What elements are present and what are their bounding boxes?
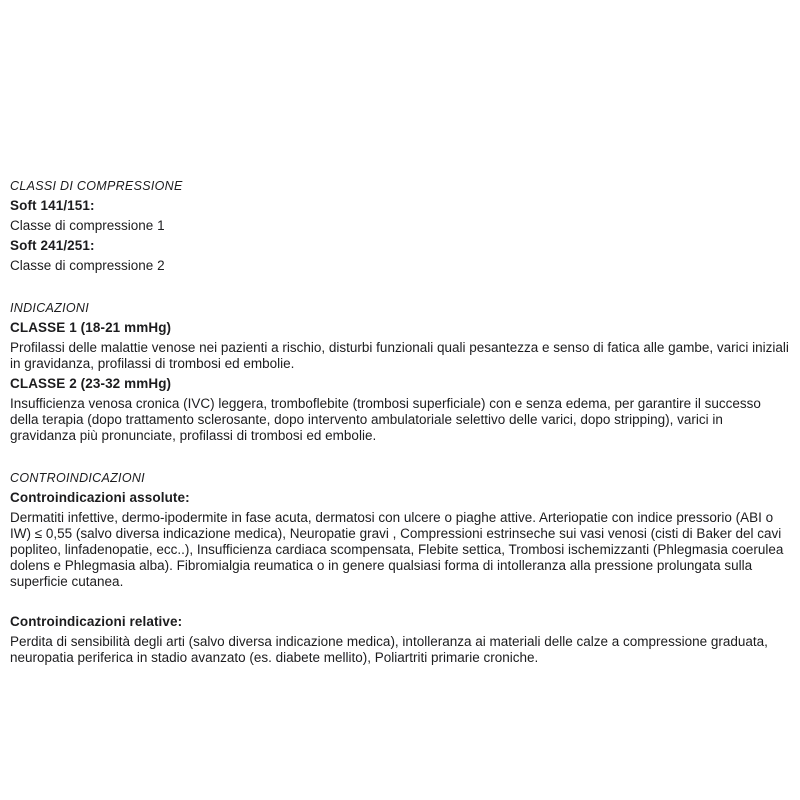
classe-1-paragraph: Profilassi delle malattie venose nei pazienti a rischio, disturbi funzionali quali pesantezza e senso di fatica alle gambe, varici iniziali in gravidanza, profilassi di trombosi ed embolie. (10, 340, 789, 371)
controindicazioni-relative-subheading: Controindicazioni relative: (10, 614, 183, 629)
heading-controindicazioni: CONTROINDICAZIONI (10, 471, 145, 485)
controindicazioni-assolute-paragraph: Dermatiti infettive, dermo-ipodermite in fase acuta, dermatosi con ulcere o piaghe attive. Arteriopatie con indice pressorio (ABI o IW) ≤ 0,55 (salvo diversa indicazione medica), Neuropatie gravi , Compressioni estrinseche sui vasi venosi (cisti di Baker del cavi popliteo, linfadenopatie, ecc..), Insufficienza cardiaca scompensata, Flebite settica, Trombosi ischemizzanti (Phlegmasia coerulea dolens e Phlegmasia alba). Fibromialgia reumatica o in genere qualsiasi forma di intolleranza alla pressione prolungata sulla superficie cutanea. (10, 510, 784, 589)
controindicazioni-relative-paragraph: Perdita di sensibilità degli arti (salvo diversa indicazione medica), intolleranza ai materiali delle calze a compressione graduata, neuropatia periferica in stadio avanzato (es. diabete mellito), Poliartriti primarie croniche. (10, 634, 768, 665)
classe-compressione-1-text: Classe di compressione 1 (10, 218, 165, 233)
section-controindicazioni (10, 470, 790, 666)
soft-241-251-label: Soft 241/251: (10, 238, 95, 253)
section-classi-di-compressione (10, 178, 790, 274)
section-indicazioni (10, 300, 790, 444)
heading-indicazioni: INDICAZIONI (10, 301, 89, 315)
controindicazioni-assolute-subheading: Controindicazioni assolute: (10, 490, 190, 505)
soft-141-151-label: Soft 141/151: (10, 198, 95, 213)
classe-2-paragraph: Insufficienza venosa cronica (IVC) leggera, tromboflebite (trombosi superficiale) con e senza edema, per garantire il successo della terapia (dopo trattamento sclerosante, dopo intervento ambulatoriale selettivo delle varici, dopo stripping), varici in gravidanza più pronunciate, profilassi di trombosi ed embolie. (10, 396, 761, 443)
heading-classi-di-compressione: CLASSI DI COMPRESSIONE (10, 179, 183, 193)
classe-2-subheading: CLASSE 2 (23-32 mmHg) (10, 376, 172, 391)
classe-compressione-2-text: Classe di compressione 2 (10, 258, 165, 273)
classe-1-subheading: CLASSE 1 (18-21 mmHg) (10, 320, 172, 335)
